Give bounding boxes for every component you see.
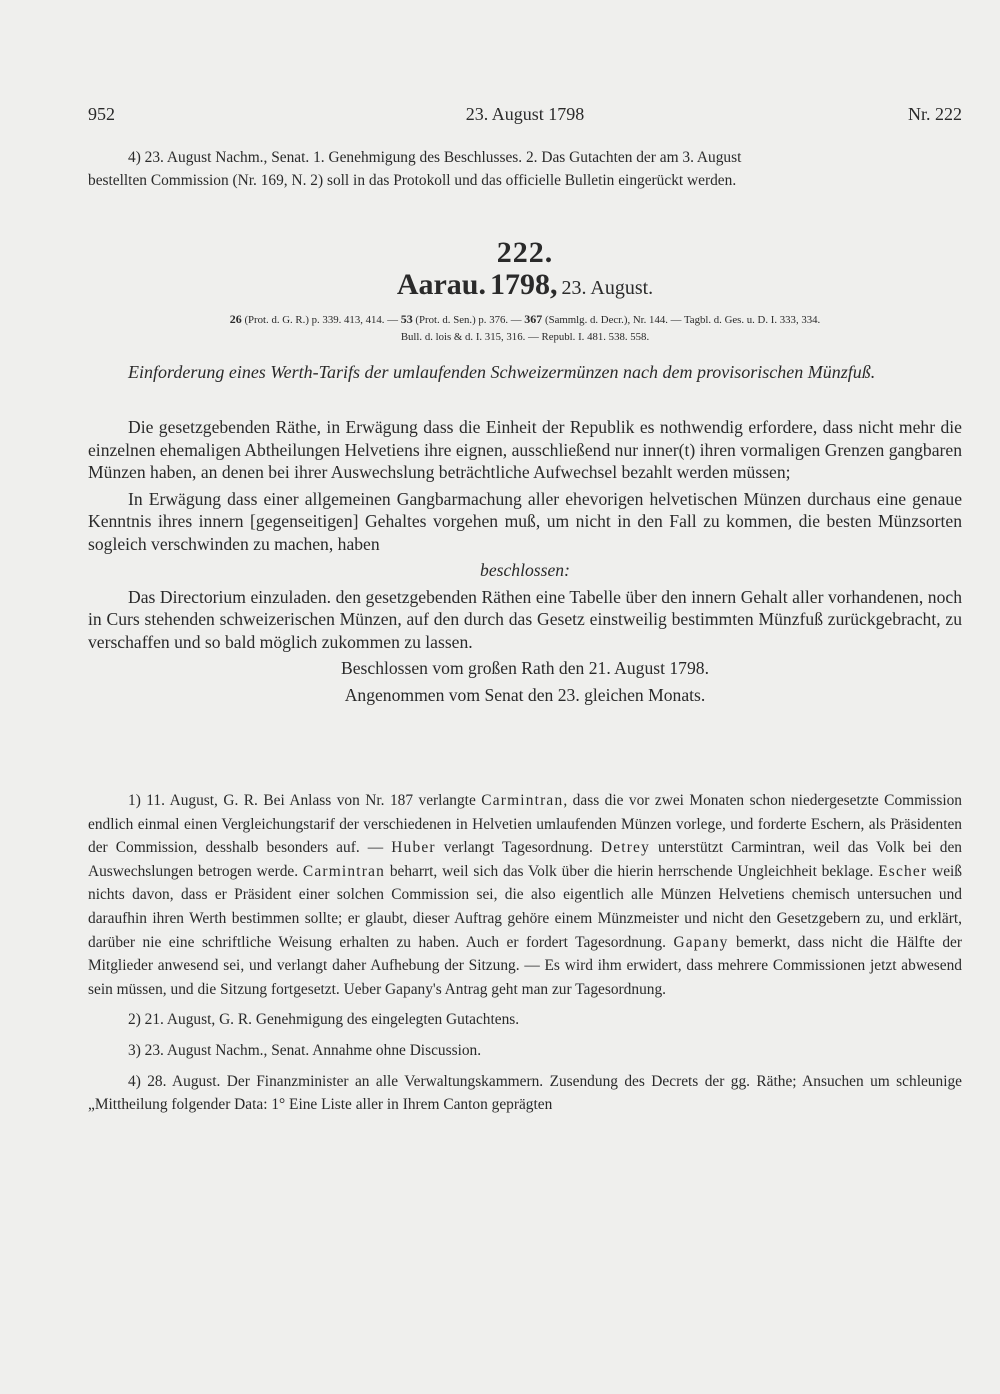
ref-text: (Prot. d. G. R.) p. 339. 413, 414. —: [241, 314, 401, 326]
document-number: 222.: [496, 236, 554, 269]
page-number: 952: [88, 104, 115, 124]
closing-line: Angenommen vom Senat den 23. gleichen Monats.: [344, 684, 706, 705]
ref-volume: 26: [229, 312, 242, 326]
document-date: 23. August.: [561, 277, 654, 299]
speaker-name: Gapany: [673, 933, 729, 951]
continued-footnote: [88, 146, 962, 192]
continued-footnote-line: 4) 23. August Nachm., Senat. 1. Genehmigung des Beschlusses. 2. Das Gutachten der am 3. August: [128, 149, 742, 166]
document-body: [88, 416, 962, 710]
body-paragraph: Die gesetzgebenden Räthe, in Erwägung dass die Einheit der Republik es nothwendig erfordere, dass nicht mehr die einzelnen ehemaligen Abtheilungen Helvetiens ihre eignen, ausschließend nur inner(t) ihren vormaligen Grenzen gangbaren Münzen haben, an denen bei ihrer Auswechslung beträchtliche Aufwechsel bezahlt werden müssen;: [88, 417, 962, 482]
footnote-text: weiß nichts davon, dass er Präsident einer solchen Commission sei, die also eigentlich alle Münzen Helvetiens chemisch untersuchen und daraufhin ihren Werth bestimmen sollte; er glaubt, dieser Auftrag gehöre einem Münzmeister und nicht den Gesetzgebern zu, und erklärt, darüber nie eine schriftliche Weisung erhalten zu haben. Auch er fordert Tagesordnung.: [88, 862, 963, 951]
speaker-name: Carmintran: [481, 792, 564, 809]
footnote-text: verlangt Tagesordnung.: [435, 839, 601, 857]
header-entry-number: Nr. 222: [908, 104, 962, 124]
ref-volume: 53: [400, 312, 413, 326]
footnote-1: [88, 789, 962, 1001]
footnote-2: 2) 21. August, G. R. Genehmigung des eingelegten Gutachtens.: [128, 1011, 520, 1029]
body-paragraph: Das Directorium einzuladen. den gesetzgebenden Räthen eine Tabelle über den innern Gehalt aller vorhandenen, noch in Curs stehenden schweizerischen Münzen, auf den durch das Gesetz einstweilig bestimmten Münzfuß zurückgebracht, zu verschaffen und so bald möglich zukommen zu lassen.: [88, 586, 962, 652]
references-line-1: [88, 311, 962, 329]
speaker-name: Escher: [878, 862, 928, 880]
footnote-text: bemerkt, dass nicht die Hälfte der Mitglieder anwesend sei, und verlangt daher Aufhebung der Sitzung. — Es wird ihm erwidert, dass mehrere Commissionen jetzt abwesend sein müssen, und die Sitzung fortgesetzt. Ueber Gapany's Antrag geht man zur Tagesordnung.: [88, 933, 962, 998]
speaker-name: Huber: [391, 839, 436, 857]
document-year: 1798,: [489, 268, 558, 301]
speaker-name: Detrey: [600, 839, 650, 857]
resolved-heading: beschlossen:: [480, 560, 570, 580]
footnote-4: 4) 28. August. Der Finanzminister an alle Verwaltungskammern. Zusendung des Decrets der gg. Räthe; Ansuchen um schleunige „Mittheilung folgender Data: 1° Eine Liste aller in Ihrem Canton geprägten: [88, 1072, 962, 1114]
document-place: Aarau.: [396, 268, 486, 301]
references-line-2: Bull. d. lois & d. I. 315, 316. — Republ. I. 481. 538. 558.: [400, 331, 650, 343]
footnote-text: , dass die vor zwei Monaten schon niedergesetzte Commission endlich einmal einen Vergleichungstarif der verschiedenen in Helvetien umlaufenden Münzen vorlege, und forderte Eschern, als Präsidenten der Commission, desshalb besonders auf. —: [88, 792, 963, 857]
header-date: 23. August 1798: [465, 104, 585, 124]
footnote-text: 1) 11. August, G. R. Bei Anlass von Nr. 187 verlangte: [128, 792, 482, 809]
ref-text: (Sammlg. d. Decr.), Nr. 144. — Tagbl. d. Ges. u. D. I. 333, 334.: [542, 314, 821, 326]
speaker-name: Carmintran: [302, 862, 385, 880]
source-references: [88, 311, 962, 346]
running-header: [88, 104, 962, 128]
closing-line: Beschlossen vom großen Rath den 21. August 1798.: [341, 658, 709, 678]
document-place-date: [88, 268, 962, 302]
body-paragraph: In Erwägung dass einer allgemeinen Gangbarmachung aller ehevorigen helvetischen Münzen durchaus eine genaue Kenntnis ihres innern [gegenseitigen] Gehaltes vorgehen muß, um nicht in den Fall zu kommen, die besten Münzsorten sogleich verschwinden zu machen, haben: [88, 488, 962, 554]
footnote-text: beharrt, weil sich das Volk über die hierin herrschende Ungleichheit beklage.: [385, 862, 879, 880]
footnote-text: unterstützt Carmintran, weil das Volk bei den Auswechslungen betrogen werde.: [88, 839, 962, 880]
footnote-3: 3) 23. August Nachm., Senat. Annahme ohne Discussion.: [128, 1041, 482, 1059]
footnotes: [88, 789, 962, 1124]
document-subject: Einforderung eines Werth-Tarifs der umlaufenden Schweizermünzen nach dem provisorischen Münzfuß.: [128, 362, 876, 382]
ref-volume: 367: [524, 312, 543, 326]
continued-footnote-line: bestellten Commission (Nr. 169, N. 2) soll in das Protokoll und das officielle Bulletin eingerückt werden.: [88, 172, 737, 189]
ref-text: (Prot. d. Sen.) p. 376. —: [412, 314, 525, 326]
